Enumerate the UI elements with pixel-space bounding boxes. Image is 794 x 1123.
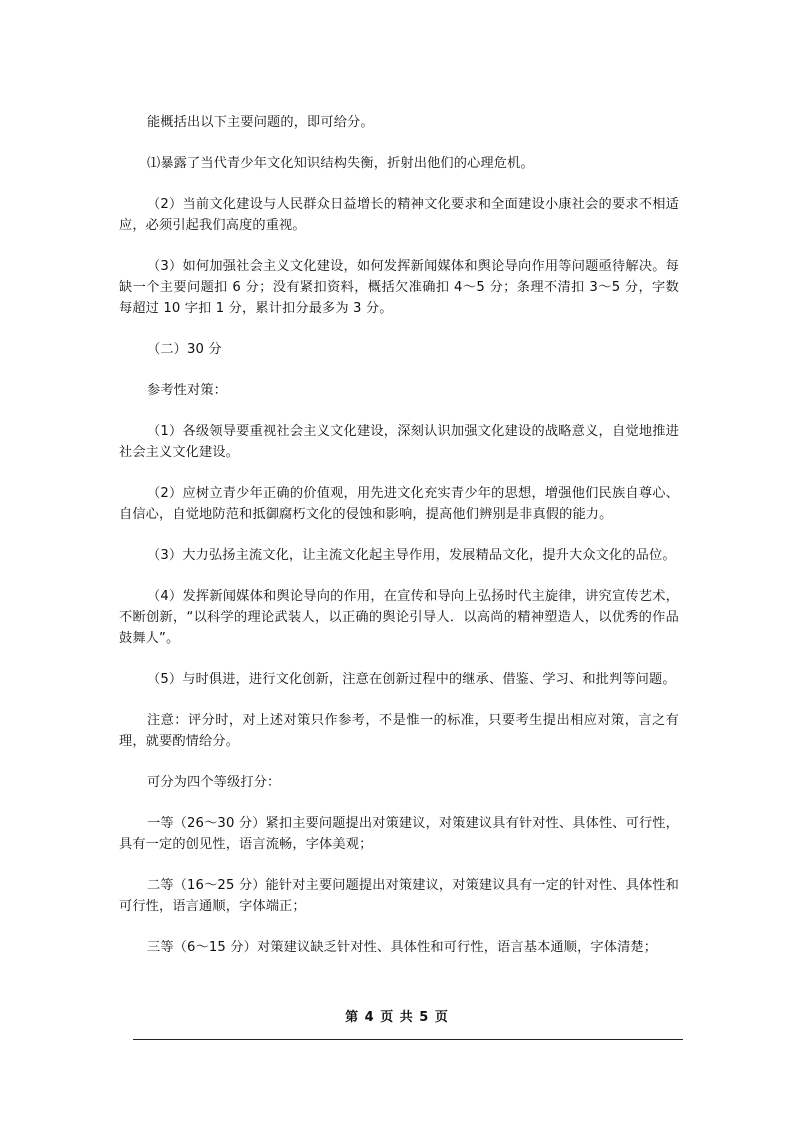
paragraph-measure-4: （4）发挥新闻媒体和舆论导向的作用，在宣传和导向上弘扬时代主旋律，讲究宣传艺术，不断创新，“以科学的理论武装人，以正确的舆论引导人．以高尚的精神塑造人，以优秀的作品鼓舞人”。 (119, 589, 679, 646)
paragraph-grade-1: 一等（26～30 分）紧扣主要问题提出对策建议，对策建议具有针对性、具体性、可行性，具有一定的创见性，语言流畅，字体美观； (119, 816, 679, 852)
paragraph-measure-3: （3）大力弘扬主流文化，让主流文化起主导作用，发展精品文化，提升大众文化的品位。 (147, 548, 676, 563)
paragraph-reference-measures: 参考性对策： (147, 383, 228, 398)
paragraph-note: 注意：评分时，对上述对策只作参考，不是惟一的标准，只要考生提出相应对策，言之有理，就要酌情给分。 (119, 713, 679, 749)
paragraph-problem-1: ⑴暴露了当代青少年文化知识结构失衡，折射出他们的心理危机。 (147, 156, 534, 171)
paragraph-problem-3: （3）如何加强社会主义文化建设，如何发挥新闻媒体和舆论导向作用等问题亟待解决。每缺一个主要问题扣 6 分；没有紧扣资料，概括欠准确扣 4～5 分；条理不清扣 3～5 分，字数每超过 10 字扣 1 分，累计扣分最多为 3 分。 (119, 259, 679, 316)
paragraph-intro: 能概括出以下主要问题的，即可给分。 (147, 115, 374, 130)
paragraph-grade-3: 三等（6～15 分）对策建议缺乏针对性、具体性和可行性，语言基本通顺，字体清楚； (147, 940, 658, 955)
section-heading-two: （二）30 分 (147, 342, 222, 357)
paragraph-measure-5: （5）与时俱进，进行文化创新，注意在创新过程中的继承、借鉴、学习、和批判等问题。 (147, 672, 676, 687)
paragraph-grading-levels: 可分为四个等级打分： (147, 775, 281, 790)
paragraph-measure-2: （2）应树立青少年正确的价值观，用先进文化充实青少年的思想，增强他们民族自尊心、自信心，自觉地防范和抵御腐朽文化的侵蚀和影响，提高他们辨别是非真假的能力。 (119, 486, 679, 522)
answer-content (119, 112, 679, 978)
paragraph-grade-2: 二等（16～25 分）能针对主要问题提出对策建议，对策建议具有一定的针对性、具体性和可行性，语言通顺，字体端正； (119, 878, 679, 914)
footer-divider (133, 1039, 683, 1040)
page-number-footer: 第 4 页 共 5 页 (345, 1010, 449, 1025)
paragraph-problem-2: （2）当前文化建设与人民群众日益增长的精神文化要求和全面建设小康社会的要求不相适应，必须引起我们高度的重视。 (119, 197, 679, 233)
paragraph-measure-1: （1）各级领导要重视社会主义文化建设，深刻认识加强文化建设的战略意义，自觉地推进社会主义文化建设。 (119, 424, 679, 460)
